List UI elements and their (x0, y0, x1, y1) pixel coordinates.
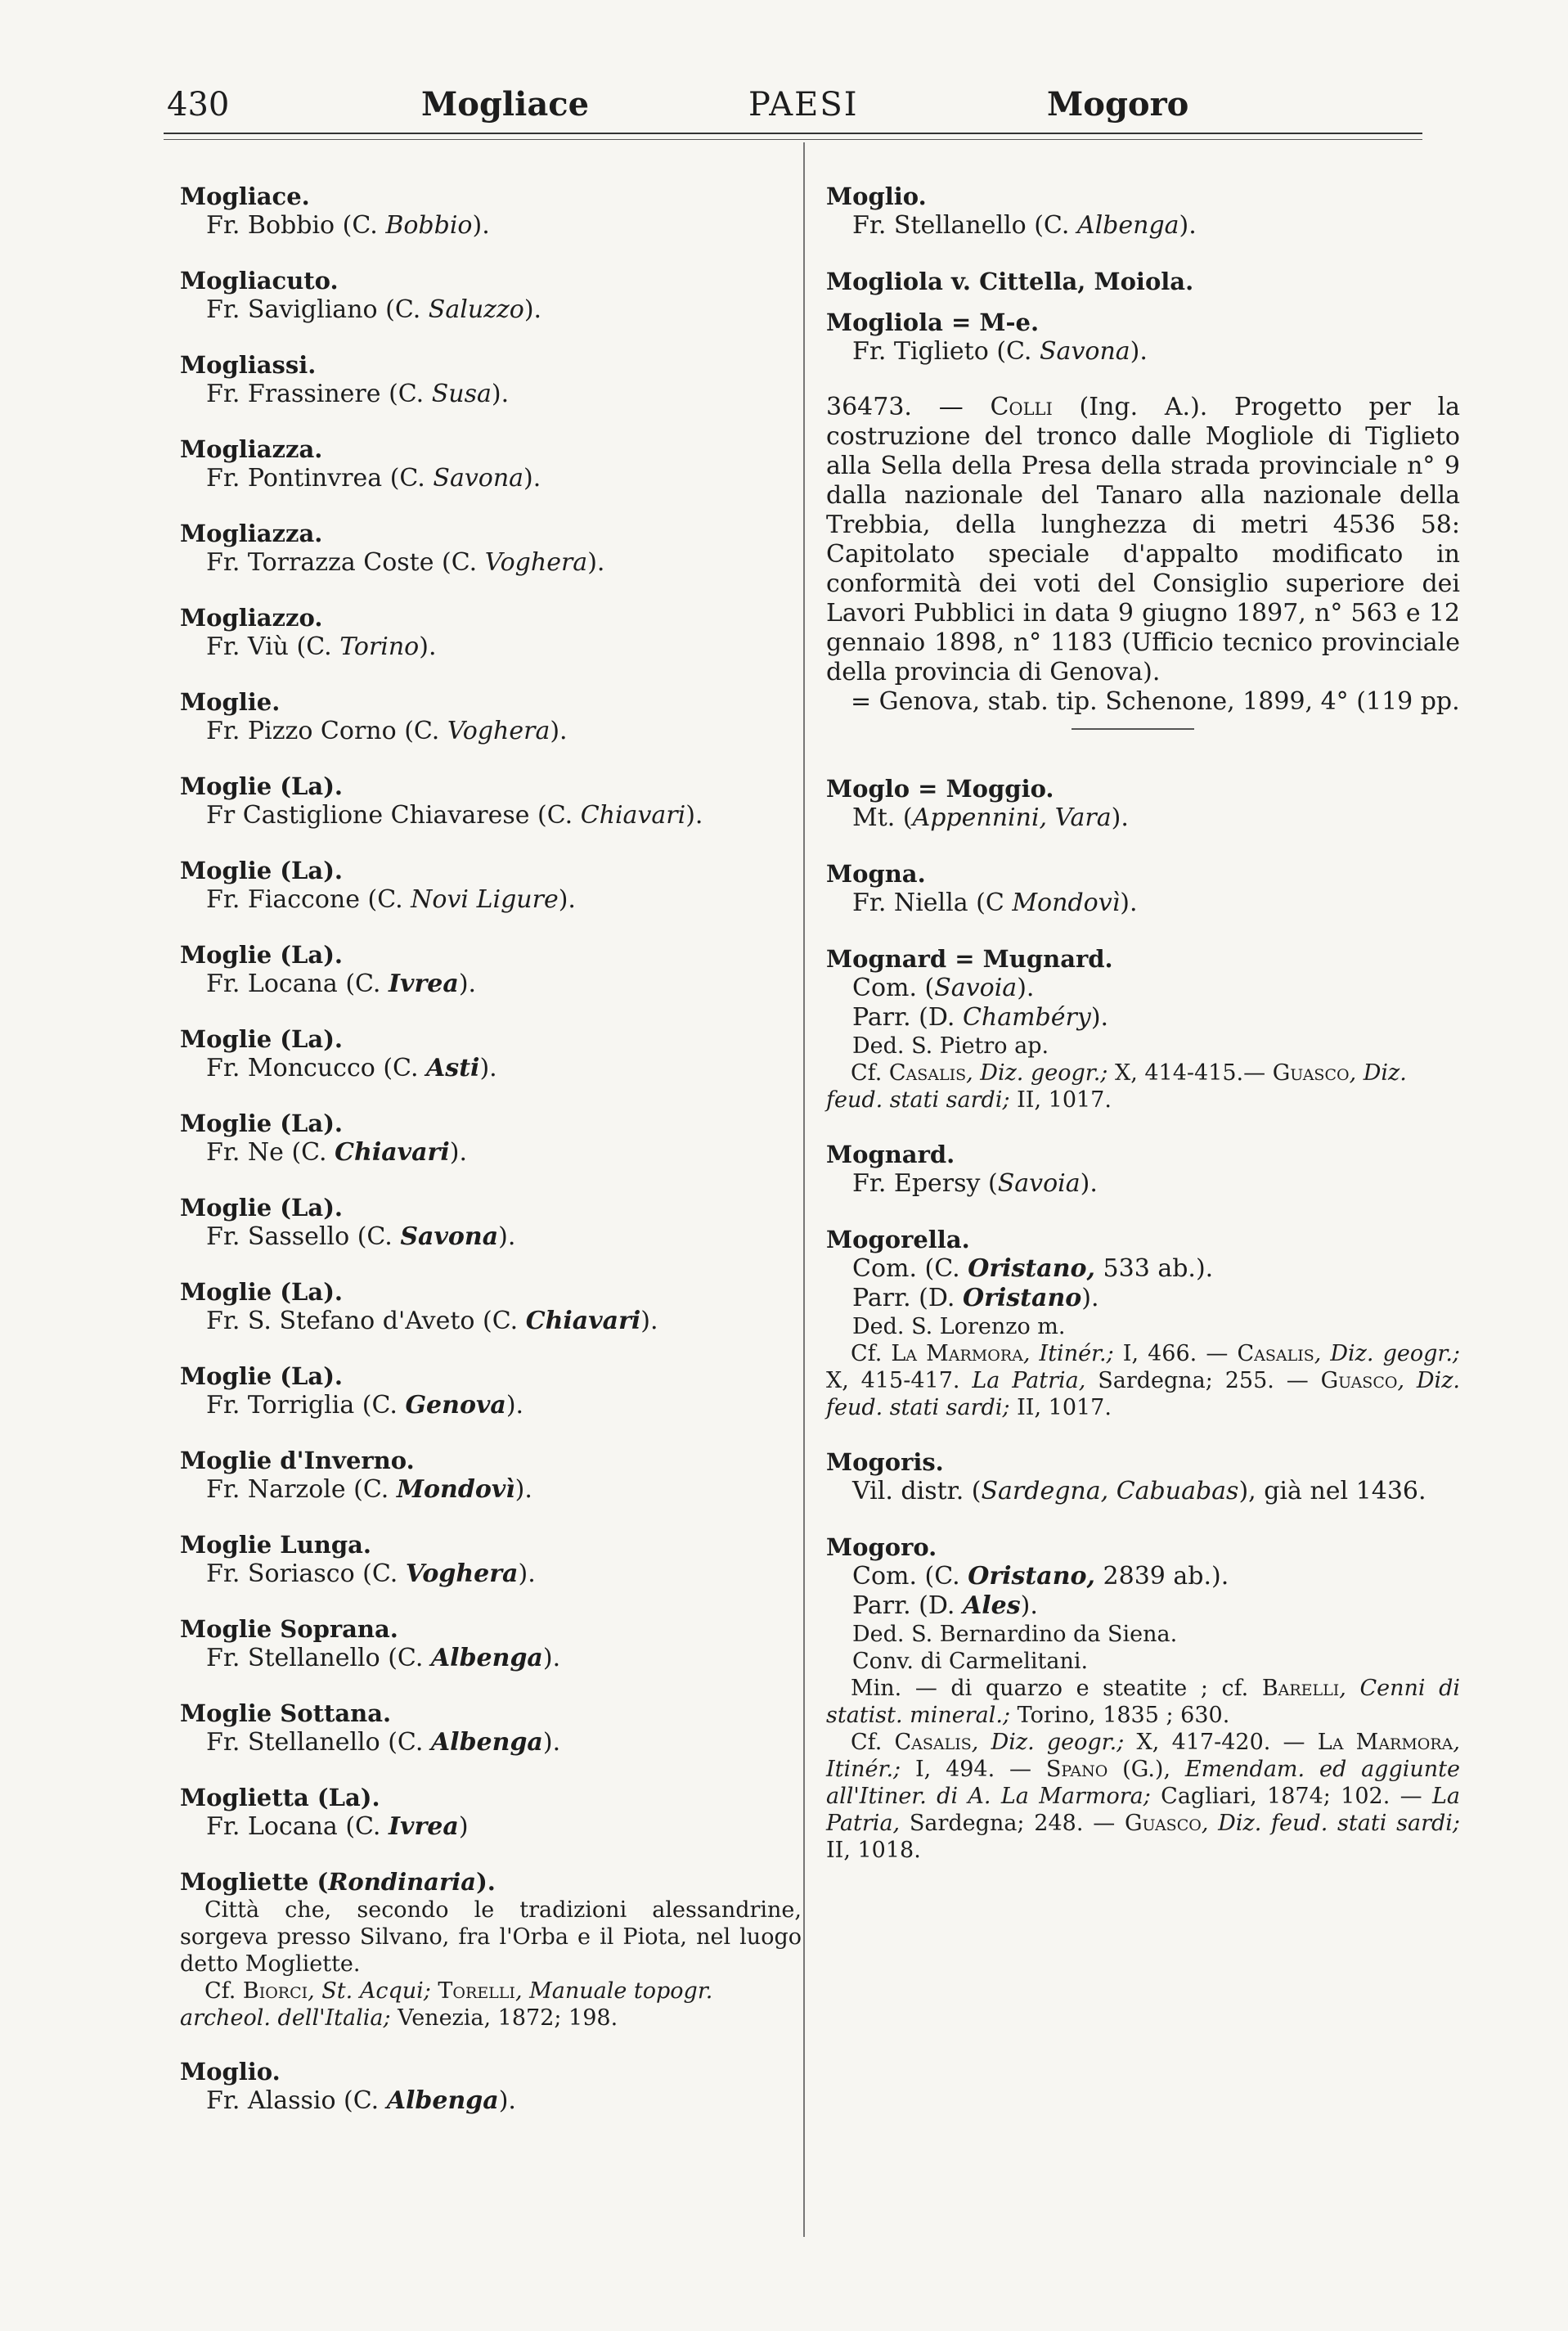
entry-line: Com. (C. Oristano, 2839 ab.). (852, 1562, 1229, 1591)
entry-head: Mogliola = M-e. (826, 308, 1040, 336)
gazetteer-entry (180, 1530, 802, 1589)
entry-head: Mognard. (826, 1141, 955, 1168)
entry-moglio (826, 182, 1460, 241)
entry-head: Moglie (La). (180, 941, 344, 969)
entry-head: Mognard = Mugnard. (826, 945, 1113, 973)
entry-line: Fr. Locana (C. Ivrea). (206, 970, 477, 998)
entry-line: Parr. (D. Oristano). (852, 1284, 1099, 1312)
header-left-word: Mogliace (421, 85, 590, 124)
entry-head: Moglie (La). (180, 857, 344, 884)
entry-mogliola-v (826, 267, 1460, 296)
gazetteer-entry (180, 1783, 802, 1842)
gazetteer-entry (180, 350, 802, 409)
entry-line: Fr. Narzole (C. Mondovì). (206, 1475, 532, 1504)
entry-head: Moglie. (180, 688, 281, 716)
header-section-title: PAESI (748, 86, 859, 124)
entry-line: Fr. Bobbio (C. Bobbio). (206, 211, 490, 240)
entry-line: Fr. Niella (C Mondovì). (852, 889, 1138, 917)
entry-line: Fr. Savigliano (C. Saluzzo). (206, 295, 542, 324)
entry-mognard-mugnard (826, 944, 1460, 1114)
entry-citation: Cf. Casalis, Diz. geogr.; X, 414-415.— Guasco, Diz. feud. stati sardi; II, 1017. (826, 1060, 1407, 1113)
page-number: 430 (167, 86, 230, 124)
entry-line: Fr. Epersy (Savoia). (852, 1169, 1098, 1198)
entry-head: Moglietta (La). (180, 1784, 380, 1811)
entry-convent: Conv. di Carmelitani. (852, 1649, 1089, 1674)
entry-head: Mogliace. (180, 182, 310, 210)
gazetteer-entry (180, 1109, 802, 1168)
entry-line: Fr Castiglione Chiavarese (C. Chiavari). (206, 801, 703, 830)
gazetteer-entry (180, 434, 802, 493)
entry-head: Moglo = Moggio. (826, 775, 1054, 803)
bibliography-imprint: = Genova, stab. tip. Schenone, 1899, 4° (119 pp. (851, 687, 1460, 716)
entry-citation: Cf. La Marmora, Itinér.; I, 466. — Casalis, Diz. geogr.; X, 415-417. La Patria, Sardegna; 255. — Guasco, Diz. feud. stati sardi; II, 1017. (826, 1341, 1461, 1420)
gazetteer-entry (180, 266, 802, 325)
entry-head: Moglie (La). (180, 1362, 344, 1390)
gazetteer-entry (180, 1446, 802, 1505)
entry-line: Fr. Torriglia (C. Genova). (206, 1391, 524, 1420)
entry-head: Moglie d'Inverno. (180, 1447, 415, 1474)
entry-line: Com. (C. Oristano, 533 ab.). (852, 1254, 1214, 1283)
entry-mogoris (826, 1447, 1460, 1506)
gazetteer-entry (180, 1277, 802, 1336)
column-divider (803, 142, 805, 2237)
section-rule (1072, 728, 1194, 730)
entry-description: Città che, secondo le tradizioni alessandrine, sorgeva presso Silvano, fra l'Orba e il Piota, nel luogo detto Mogliette. (180, 1897, 802, 1977)
entry-dedication: Ded. S. Lorenzo m. (852, 1314, 1066, 1339)
gazetteer-entry (180, 687, 802, 746)
entry-moglo (826, 774, 1460, 833)
entry-head: Mogliacuto. (180, 267, 339, 295)
entry-citation: Cf. Casalis, Diz. geogr.; X, 417-420. — La Marmora, Itinér.; I, 494. — Spano (G.), Emendam. ed aggiunte all'Itiner. di A. La Marmora; Cagliari, 1874; 102. — La Patria, Sardegna; 248. — Guasco, Diz. feud. stati sardi; II, 1018. (826, 1730, 1461, 1863)
entry-line: Fr. Pizzo Corno (C. Voghera). (206, 717, 568, 745)
entry-line: Vil. distr. (Sardegna, Cabuabas), già nel 1436. (852, 1477, 1426, 1505)
entry-line: Fr. Ne (C. Chiavari). (206, 1138, 467, 1167)
entry-mogliola-me (826, 308, 1460, 367)
entry-line: Parr. (D. Ales). (852, 1591, 1038, 1620)
gazetteer-entry (180, 1193, 802, 1252)
entry-line: Fr. Stellanello (C. Albenga). (852, 211, 1197, 240)
entry-minerals: Min. — di quarzo e steatite ; cf. Barelli, Cenni di statist. mineral.; Torino, 1835 ; 630. (826, 1676, 1460, 1728)
entry-line: Mt. (Appennini, Vara). (852, 803, 1129, 832)
entry-head: Moglie Lunga. (180, 1531, 372, 1559)
entry-mogorella (826, 1225, 1460, 1421)
entry-head: Moglio. (826, 182, 927, 210)
entry-dedication: Ded. S. Pietro ap. (852, 1033, 1049, 1059)
gazetteer-entry (180, 772, 802, 830)
entry-head: Moglie (La). (180, 772, 344, 800)
entry-head: Mogliette (Rondinaria). (180, 1868, 496, 1896)
gazetteer-entry (180, 1699, 802, 1757)
page-header (164, 79, 1422, 131)
gazetteer-entry (180, 856, 802, 915)
entry-line: Fr. Viù (C. Torino). (206, 632, 437, 661)
entry-moglio-left (180, 2057, 802, 2116)
entry-line: Fr. Sassello (C. Savona). (206, 1222, 516, 1251)
gazetteer-entry (180, 1024, 802, 1083)
entry-head: Moglie Soprana. (180, 1615, 398, 1643)
entry-mognard (826, 1140, 1460, 1199)
entry-head: Mogliola v. Cittella, Moiola. (826, 268, 1194, 295)
entry-line: Fr. Alassio (C. Albenga). (206, 2086, 516, 2115)
entry-head: Moglie (La). (180, 1278, 344, 1306)
entry-head: Mogoris. (826, 1448, 944, 1476)
entry-line: Com. (Savoia). (852, 974, 1035, 1002)
gazetteer-entry (180, 940, 802, 999)
header-rule (164, 133, 1422, 140)
entry-mogoro (826, 1532, 1460, 1864)
entry-line: Fr. Tiglieto (C. Savona). (852, 337, 1148, 366)
entry-line: Fr. Stellanello (C. Albenga). (206, 1644, 561, 1672)
entry-head: Mogliazza. (180, 435, 323, 463)
entry-dedication: Ded. S. Bernardino da Siena. (852, 1622, 1178, 1647)
entry-line: Fr. Stellanello (C. Albenga). (206, 1728, 561, 1757)
entry-head: Mogliassi. (180, 351, 317, 379)
left-column (180, 182, 802, 2141)
right-column (826, 182, 1460, 1890)
entry-line: Parr. (D. Chambéry). (852, 1003, 1109, 1032)
entry-head: Mogliazzo. (180, 604, 323, 632)
entry-head: Mogorella. (826, 1226, 970, 1253)
entry-head: Moglie (La). (180, 1025, 344, 1053)
entry-head: Moglio. (180, 2058, 281, 2086)
entry-line: Fr. Moncucco (C. Asti). (206, 1054, 497, 1082)
entry-line: Fr. Frassinere (C. Susa). (206, 380, 510, 408)
entry-line: Fr. Locana (C. Ivrea) (206, 1812, 469, 1841)
entry-line: Fr. Torrazza Coste (C. Voghera). (206, 548, 605, 577)
bibliography-entry (826, 393, 1460, 730)
gazetteer-entry (180, 1361, 802, 1420)
header-right-word: Mogoro (1047, 85, 1189, 124)
gazetteer-entry (180, 603, 802, 662)
entry-head: Moglie (La). (180, 1109, 344, 1137)
entry-head: Moglie (La). (180, 1194, 344, 1222)
entry-head: Mogna. (826, 860, 926, 888)
entry-mogna (826, 859, 1460, 918)
entry-head: Moglie Sottana. (180, 1699, 392, 1727)
entry-line: Fr. Pontinvrea (C. Savona). (206, 464, 541, 493)
gazetteer-entry (180, 519, 802, 578)
bibliography-text: 36473. — Colli (Ing. A.). Progetto per la costruzione del tronco dalle Mogliole di Tiglieto alla Sella della Presa della strada provinciale n° 9 dalla nazionale del Tanaro alla nazionale della Trebbia, della lunghezza di metri 4536 58: Capitolato speciale d'appalto modificato in conformità dei voti del Consiglio superiore dei Lavori Pubblici in data 9 giugno 1897, n° 563 e 12 gennaio 1898, n° 1183 (Ufficio tecnico provinciale della provincia di Genova). (826, 393, 1460, 686)
entry-line: Fr. Soriasco (C. Voghera). (206, 1559, 536, 1588)
entry-citation: Cf. Biorci, St. Acqui; Torelli, Manuale topogr. archeol. dell'Italia; Venezia, 1872; 198. (180, 1978, 713, 2031)
gazetteer-entry (180, 1614, 802, 1673)
entry-head: Mogliazza. (180, 520, 323, 547)
gazetteer-entry (180, 182, 802, 241)
left-entry-list (180, 182, 802, 1842)
entry-mogliette (180, 1867, 802, 2032)
entry-head: Mogoro. (826, 1533, 937, 1561)
entry-line: Fr. S. Stefano d'Aveto (C. Chiavari). (206, 1307, 658, 1335)
entry-line: Fr. Fiaccone (C. Novi Ligure). (206, 885, 576, 914)
